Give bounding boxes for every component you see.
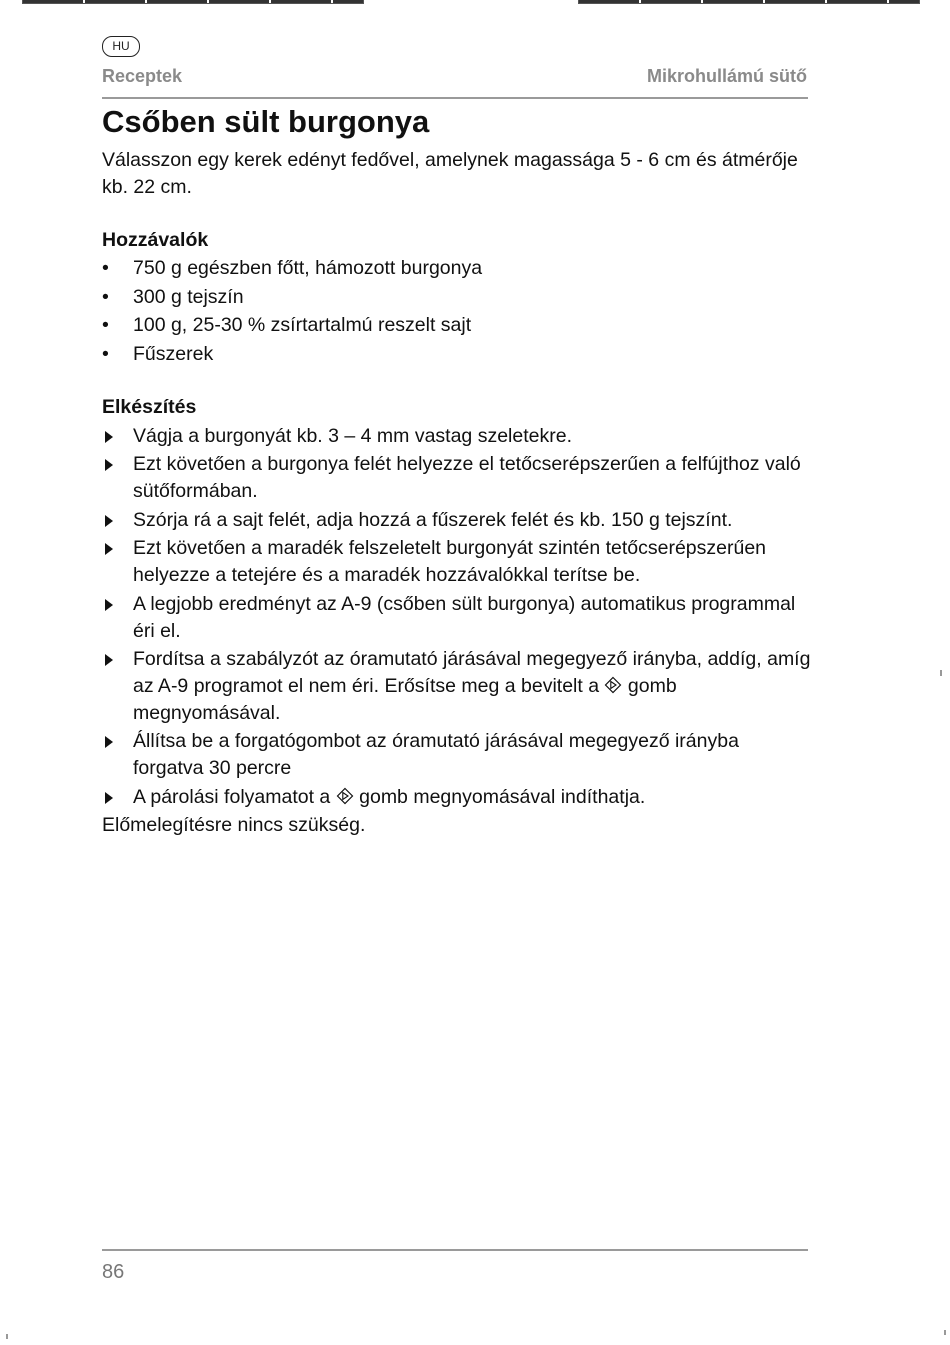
step-item xyxy=(102,728,812,782)
bullet-icon: • xyxy=(102,285,109,308)
bullet-icon: • xyxy=(102,343,109,366)
step-text: A legjobb eredményt az A-9 (csőben sült burgonya) automatikus programmal éri el. xyxy=(133,592,796,642)
ingredient-item xyxy=(102,255,812,282)
step-text: Ezt követően a maradék felszeletelt burgonyát szintén tetőcserépszerűen helyezze a tetejére és a maradék hozzávalókkal terítse be. xyxy=(133,537,767,587)
ingredient-text: 750 g egészben főtt, hámozott burgonya xyxy=(133,257,483,279)
crop-mark-right xyxy=(578,0,920,4)
ingredient-text: 100 g, 25-30 % zsírtartalmú reszelt sajt xyxy=(133,314,472,337)
ingredients-list xyxy=(102,255,812,368)
step-text: Szórja rá a sajt felét, adja hozzá a fűszerek felét és kb. 150 g tejszínt. xyxy=(133,508,733,531)
closing-note: Előmelegítésre nincs szükség. xyxy=(102,814,366,837)
ingredients-heading: Hozzávalók xyxy=(102,229,209,251)
triangle-right-icon xyxy=(105,599,113,611)
page-number: 86 xyxy=(102,1261,125,1283)
crop-mark-dot xyxy=(944,1330,946,1335)
header-product: Mikrohullámú sütő xyxy=(646,66,807,86)
recipe-title: Csőben sült burgonya xyxy=(102,104,430,139)
ingredient-text: 300 g tejszín xyxy=(133,285,244,308)
ingredient-item xyxy=(102,284,812,311)
step-text: Állítsa be a forgatógombot az óramutató járásával megegyező irányba forgatva 30 percre xyxy=(133,730,739,780)
step-text: gomb megnyomásával indíthatja. xyxy=(359,785,646,808)
step-text: Vágja a burgonyát kb. 3 – 4 mm vastag szeletekre. xyxy=(133,425,572,448)
start-button-icon xyxy=(336,787,354,805)
bullet-icon: • xyxy=(102,314,109,337)
step-text: Ezt követően a burgonya felét helyezze el tetőcserépszerűen a felfújthoz való sütőformában. xyxy=(133,453,801,503)
bullet-icon: • xyxy=(102,257,109,279)
recipe-intro: Válasszon egy kerek edényt fedővel, amelynek magassága 5 - 6 cm és átmérője kb. 22 cm. xyxy=(102,149,798,198)
header-divider xyxy=(102,97,808,99)
step-item xyxy=(102,591,812,645)
step-item xyxy=(102,784,812,811)
step-item xyxy=(102,507,812,534)
triangle-right-icon xyxy=(105,792,113,804)
step-item xyxy=(102,535,812,589)
triangle-right-icon xyxy=(105,515,113,527)
triangle-right-icon xyxy=(105,654,113,666)
preparation-heading: Elkészítés xyxy=(102,396,197,419)
start-button-icon xyxy=(604,676,622,694)
crop-mark-left xyxy=(22,0,364,4)
ingredient-item xyxy=(102,341,812,368)
step-text: Fordítsa a szabályzót az óramutató járásával megegyező irányba, addíg, amíg az A-9 programot el nem éri. Erősítse meg a bevitelt a xyxy=(133,648,811,698)
header-section: Receptek xyxy=(102,66,183,86)
crop-mark-dot xyxy=(6,1334,8,1339)
triangle-right-icon xyxy=(105,543,113,555)
ingredient-item xyxy=(102,312,812,339)
recipe-content xyxy=(102,100,812,839)
triangle-right-icon xyxy=(105,736,113,748)
country-code-badge: HU xyxy=(102,36,140,57)
triangle-right-icon xyxy=(105,459,113,471)
step-item xyxy=(102,423,812,450)
step-text: A párolási folyamatot a xyxy=(133,785,331,808)
step-item xyxy=(102,451,812,505)
footer-divider xyxy=(102,1249,808,1251)
preparation-steps xyxy=(102,423,812,811)
step-item xyxy=(102,646,812,727)
ingredient-text: Fűszerek xyxy=(133,343,214,366)
crop-mark-dot xyxy=(940,670,942,676)
triangle-right-icon xyxy=(105,431,113,443)
step-text: gomb megnyomásával. xyxy=(133,675,677,725)
